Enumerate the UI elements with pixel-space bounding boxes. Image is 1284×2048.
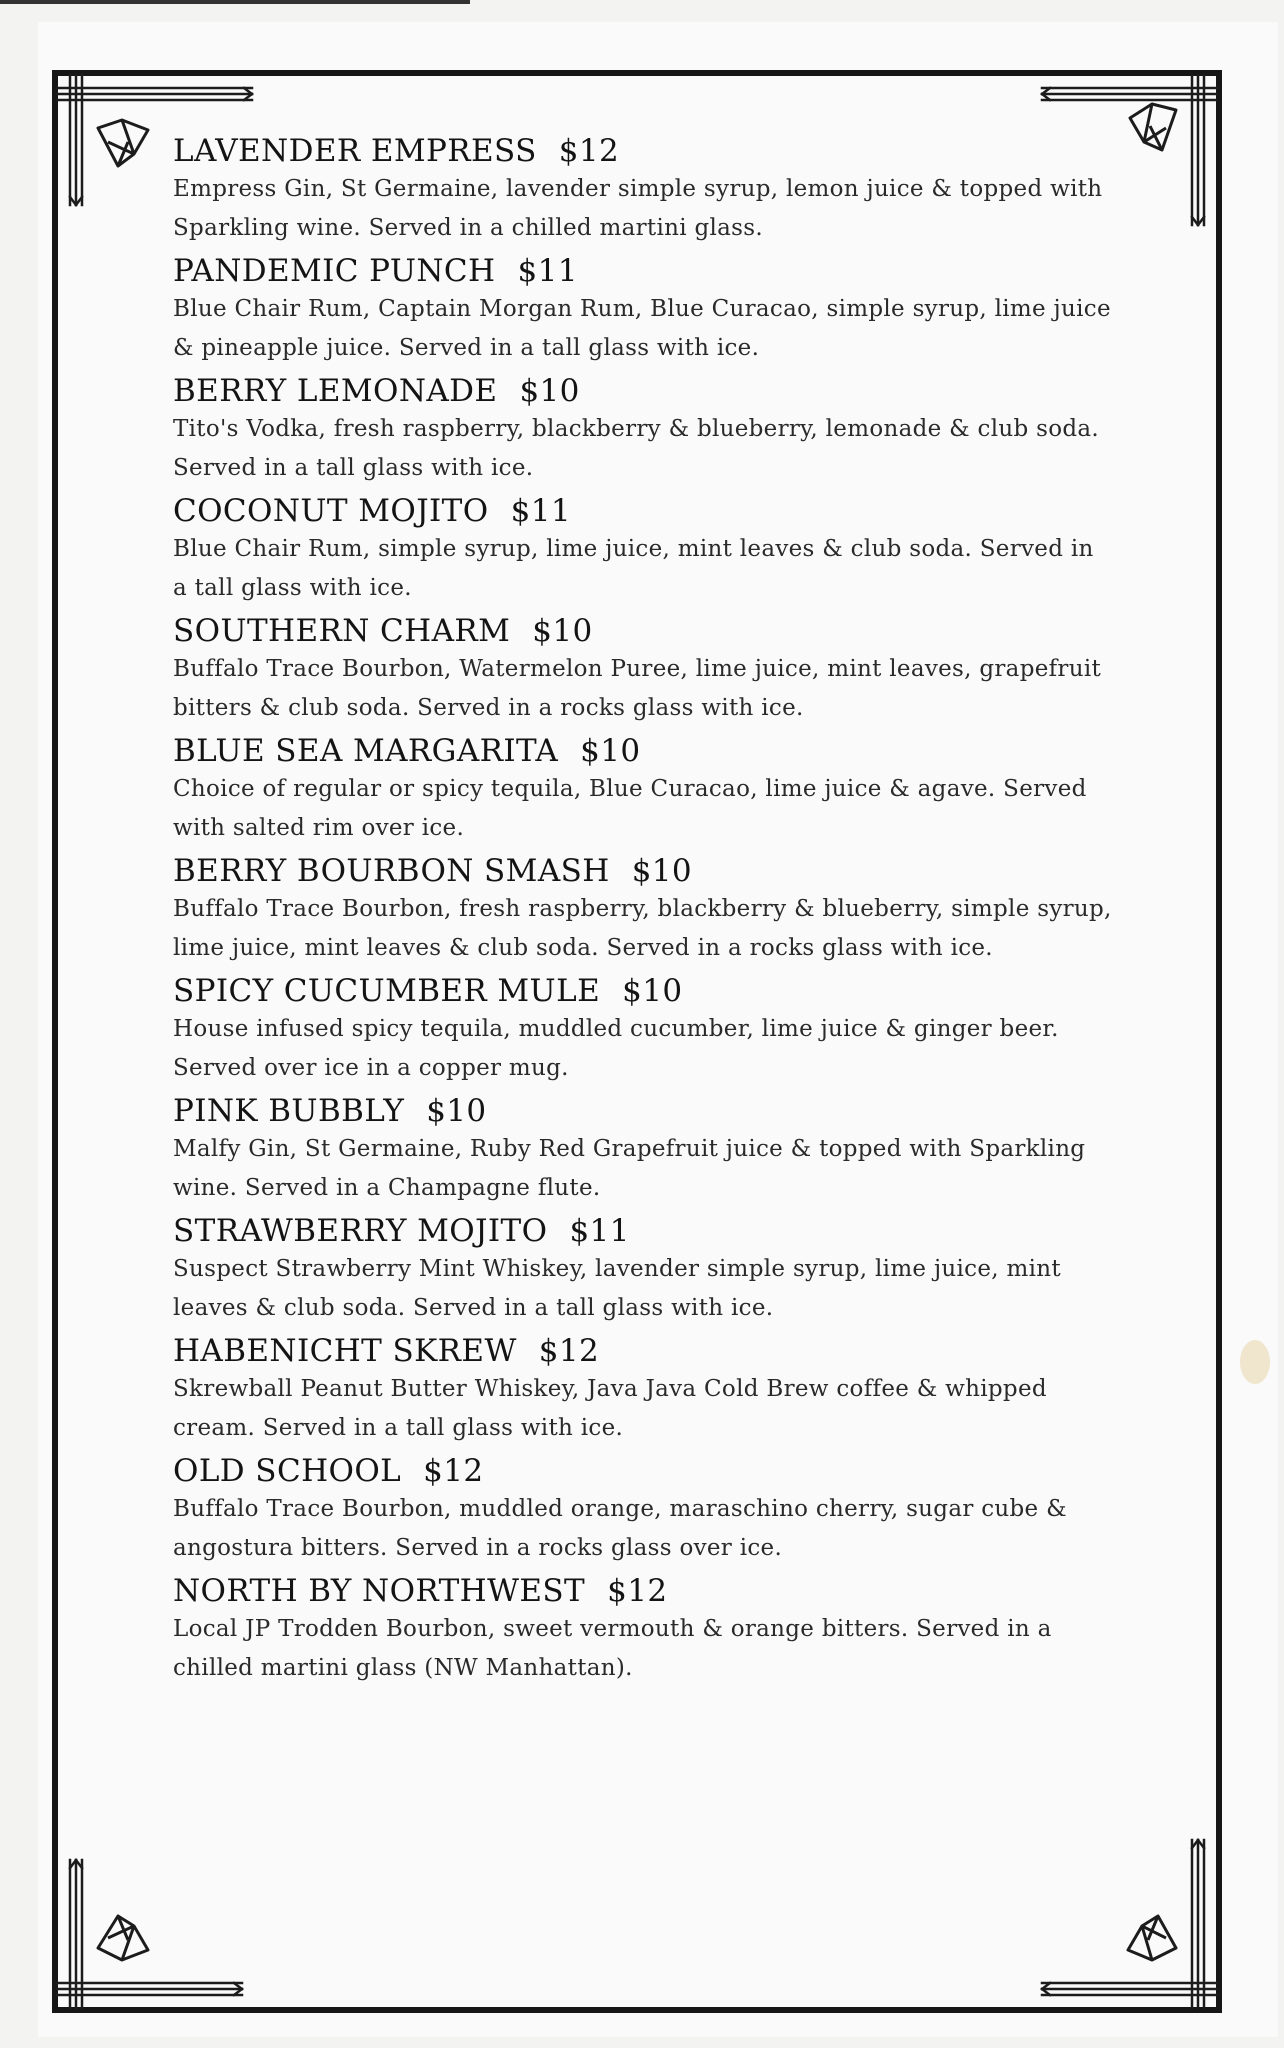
drink-description: Empress Gin, St Germaine, lavender simple syrup, lemon juice & topped with Sparkling wine. Served in a chilled martini glass. — [173, 176, 1103, 241]
drink-price: $12 — [607, 1573, 668, 1609]
arrow-ornament-top-right-icon — [1130, 104, 1176, 150]
menu-item — [173, 852, 1113, 968]
drink-description: House infused spicy tequila, muddled cucumber, lime juice & ginger beer. Served over ice in a copper mug. — [173, 1016, 1059, 1081]
menu-item — [173, 372, 1113, 488]
drink-price: $10 — [580, 733, 641, 769]
menu-item — [173, 1332, 1113, 1448]
menu-item — [173, 1212, 1113, 1328]
drink-name: SOUTHERN CHARM — [173, 613, 511, 649]
drink-price: $10 — [622, 973, 683, 1009]
drink-name: LAVENDER EMPRESS — [173, 133, 537, 169]
arrow-ornament-top-left-icon — [98, 120, 148, 166]
drink-description: Choice of regular or spicy tequila, Blue Curacao, lime juice & agave. Served with salted rim over ice. — [173, 776, 1087, 841]
drink-name: BERRY LEMONADE — [173, 373, 498, 409]
drink-price: $11 — [517, 253, 578, 289]
menu-item-header — [173, 612, 1113, 650]
drink-name: HABENICHT SKREW — [173, 1333, 517, 1369]
drink-description: Tito's Vodka, fresh raspberry, blackberry & blueberry, lemonade & club soda. Served in a tall glass with ice. — [173, 416, 1099, 481]
menu-item — [173, 612, 1113, 728]
drink-name: OLD SCHOOL — [173, 1453, 402, 1489]
drink-name: BERRY BOURBON SMASH — [173, 853, 610, 889]
menu-item — [173, 1452, 1113, 1568]
menu-item — [173, 1572, 1113, 1688]
drink-price: $12 — [423, 1453, 484, 1489]
drink-description: Blue Chair Rum, Captain Morgan Rum, Blue Curacao, simple syrup, lime juice & pineapple juice. Served in a tall glass with ice. — [173, 296, 1111, 361]
drink-price: $10 — [532, 613, 593, 649]
drink-price: $10 — [426, 1093, 487, 1129]
drink-description: Buffalo Trace Bourbon, muddled orange, maraschino cherry, sugar cube & angostura bitters. Served in a rocks glass over ice. — [173, 1496, 1067, 1561]
menu-item — [173, 132, 1113, 248]
arrow-ornament-bottom-left-icon — [98, 1916, 148, 1960]
menu-item — [173, 972, 1113, 1088]
drink-price: $10 — [631, 853, 693, 889]
drink-name: NORTH BY NORTHWEST — [173, 1573, 586, 1609]
menu-item-header — [173, 1092, 1113, 1130]
menu-item — [173, 732, 1113, 848]
drink-description: Skrewball Peanut Butter Whiskey, Java Java Cold Brew coffee & whipped cream. Served in a tall glass with ice. — [173, 1376, 1047, 1441]
drink-price: $11 — [569, 1213, 630, 1249]
drink-name: PANDEMIC PUNCH — [173, 253, 496, 289]
menu-item-header — [173, 732, 1113, 770]
paper-stain — [1240, 1340, 1270, 1384]
drink-description: Buffalo Trace Bourbon, fresh raspberry, blackberry & blueberry, simple syrup, lime juice, mint leaves & club soda. Served in a rocks glass with ice. — [173, 896, 1112, 961]
menu-item-header — [173, 1212, 1113, 1250]
drink-price: $12 — [538, 1333, 600, 1369]
page-top-edge — [0, 0, 470, 4]
menu-item-header — [173, 372, 1113, 410]
menu-item — [173, 1092, 1113, 1208]
drink-price: $10 — [519, 373, 580, 409]
menu-item-header — [173, 252, 1113, 290]
drink-description: Blue Chair Rum, simple syrup, lime juice, mint leaves & club soda. Served in a tall glass with ice. — [173, 536, 1094, 601]
drink-name: PINK BUBBLY — [173, 1093, 405, 1129]
drink-price: $12 — [558, 133, 620, 169]
drink-name: COCONUT MOJITO — [173, 493, 489, 529]
menu-item-header — [173, 1452, 1113, 1490]
drink-description: Malfy Gin, St Germaine, Ruby Red Grapefruit juice & topped with Sparkling wine. Served in a Champagne flute. — [173, 1136, 1086, 1201]
cocktail-menu-list — [173, 132, 1113, 1688]
menu-item-header — [173, 1332, 1113, 1370]
drink-description: Local JP Trodden Bourbon, sweet vermouth & orange bitters. Served in a chilled martini glass (NW Manhattan). — [173, 1616, 1052, 1681]
menu-item — [173, 252, 1113, 368]
menu-item — [173, 492, 1113, 608]
drink-description: Suspect Strawberry Mint Whiskey, lavender simple syrup, lime juice, mint leaves & club soda. Served in a tall glass with ice. — [173, 1256, 1061, 1321]
arrow-ornament-bottom-right-icon — [1128, 1916, 1176, 1960]
drink-name: BLUE SEA MARGARITA — [173, 733, 559, 769]
drink-name: STRAWBERRY MOJITO — [173, 1213, 548, 1249]
drink-price: $11 — [510, 493, 571, 529]
drink-description: Buffalo Trace Bourbon, Watermelon Puree, lime juice, mint leaves, grapefruit bitters & club soda. Served in a rocks glass with ice. — [173, 656, 1102, 721]
drink-name: SPICY CUCUMBER MULE — [173, 973, 601, 1009]
menu-item-header — [173, 492, 1113, 530]
menu-item-header — [173, 972, 1113, 1010]
menu-item-header — [173, 1572, 1113, 1610]
menu-item-header — [173, 852, 1113, 890]
menu-item-header — [173, 132, 1113, 170]
